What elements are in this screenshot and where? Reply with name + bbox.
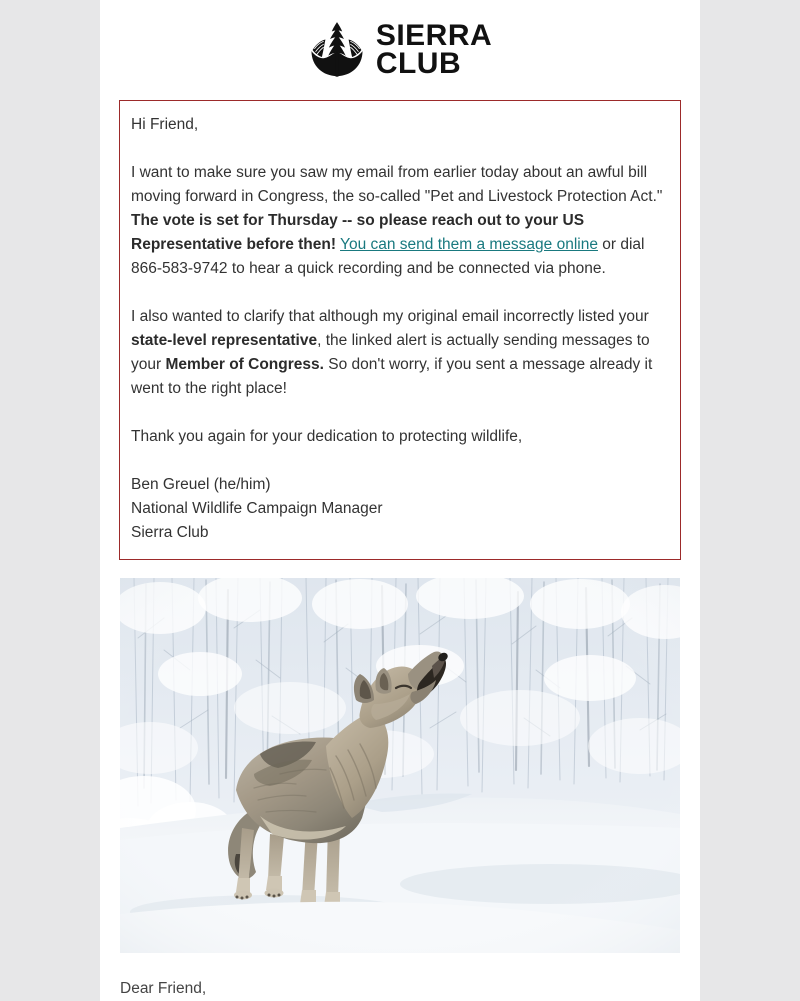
- signature-title: National Wildlife Campaign Manager: [131, 500, 383, 517]
- para1-bold-vote-notice: The vote is set for Thursday -- so please reach out to your US Representative before then!: [131, 212, 585, 253]
- paragraph-1: [131, 161, 668, 281]
- sierra-club-logo[interactable]: [308, 21, 492, 79]
- hero-image-wolf-in-snow: [120, 578, 680, 953]
- para1-segment-1: I want to make sure you saw my email from earlier today about an awful bill moving forward in Congress, the so-called "Pet and Livestock Protection Act.": [131, 164, 663, 205]
- paragraph-spacer: [131, 449, 668, 473]
- closing-line: Thank you again for your dedication to protecting wildlife,: [131, 428, 523, 445]
- signature-name: Ben Greuel (he/him): [131, 476, 271, 493]
- para2-segment-1: I also wanted to clarify that although my original email incorrectly listed your: [131, 308, 649, 325]
- para2-bold-state-rep: state-level representative: [131, 332, 318, 349]
- paragraph-2: [131, 305, 668, 401]
- email-header: [100, 0, 700, 100]
- brand-line-2: CLUB: [375, 47, 462, 80]
- paragraph-spacer: [131, 281, 668, 305]
- send-message-online-link[interactable]: You can send them a message online: [340, 236, 598, 253]
- para2-segment-2: , the linked alert is actually sending messages to your: [131, 332, 650, 373]
- wolf-photo-illustration: [120, 578, 680, 953]
- sierra-club-sequoia-logo-icon: [308, 21, 366, 79]
- tail-greeting: Dear Friend,: [120, 980, 207, 997]
- paragraph-spacer: [131, 401, 668, 425]
- para2-bold-member-congress: Member of Congress.: [165, 356, 324, 373]
- brand-line-1: SIERRA: [375, 19, 493, 53]
- email-content-container: [100, 0, 700, 1001]
- paragraph-spacer: [131, 137, 668, 161]
- greeting-line: Hi Friend,: [131, 116, 199, 133]
- sierra-club-wordmark: [375, 19, 493, 80]
- message-box: [119, 100, 681, 560]
- signature-org: Sierra Club: [131, 524, 209, 541]
- para1-segment-3: or dial 866-583-9742 to hear a quick recording and be connected via phone.: [131, 236, 645, 277]
- para2-segment-3: So don't worry, if you sent a message already it went to the right place!: [131, 356, 653, 397]
